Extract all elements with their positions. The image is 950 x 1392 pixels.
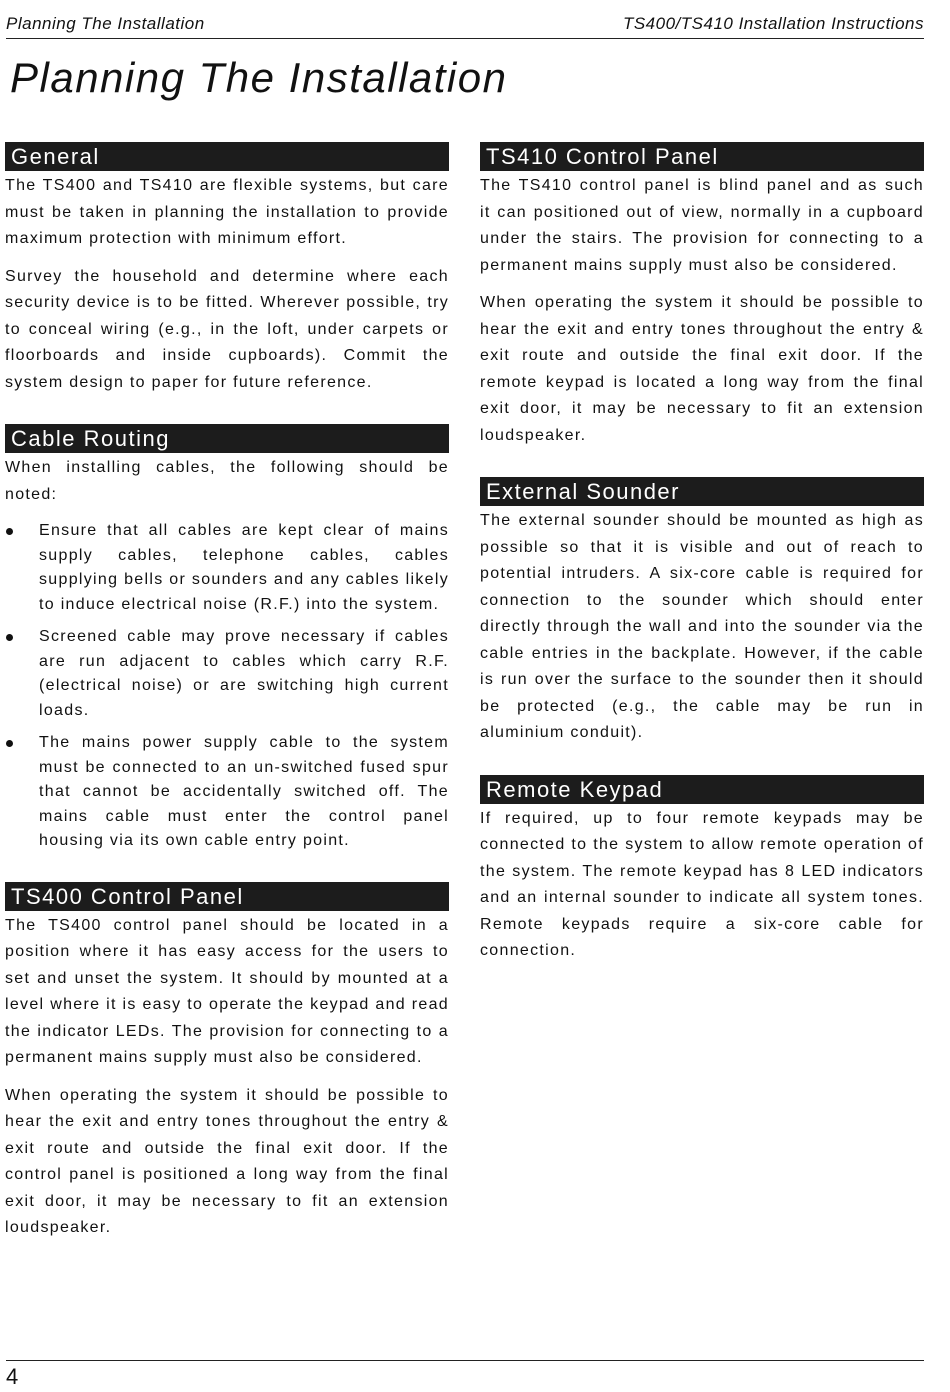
list-item-text: Ensure that all cables are kept clear of mains supply cables, telephone cables, cables supplying bells or sounders and any cables likely to induce electrical noise (R.F.) into the system. [39,522,449,613]
section-ts410-control-panel [480,142,924,449]
bullet-list [5,519,449,854]
paragraph: When installing cables, the following should be noted: [5,459,449,503]
running-header [6,14,924,39]
running-header-document-title: TS400/TS410 Installation Instructions [622,14,924,33]
section-cable-routing [5,424,449,854]
footer-divider [6,1360,924,1361]
list-item [5,731,449,854]
paragraph: When operating the system it should be possible to hear the exit and entry tones throughout the entry & exit route and outside the final exit door. If the control panel is positioned a long way from the final exit door, it may be necessary to fit an extension loudspeaker. [5,1086,449,1236]
section-remote-keypad [480,775,924,965]
paragraph: The TS400 and TS410 are flexible systems, but care must be taken in planning the installation to provide maximum protection with minimum effort. [5,177,449,247]
bullet-icon [6,740,13,747]
list-item-text: The mains power supply cable to the system must be connected to an un-switched fused spur that cannot be accidentally switched off. The mains cable must enter the control panel housing via its own cable entry point. [39,734,449,849]
list-item-text: Screened cable may prove necessary if cables are run adjacent to cables which carry R.F. (electrical noise) or are switching high current loads. [39,628,449,719]
section-heading-ts400-control-panel: TS400 Control Panel [5,882,449,911]
list-item [5,625,449,723]
section-heading-external-sounder: External Sounder [480,477,924,506]
page-number: 4 [6,1364,19,1389]
right-column [480,142,924,993]
section-heading-ts410-control-panel: TS410 Control Panel [480,142,924,171]
paragraph: The TS410 control panel is blind panel and as such it can positioned out of view, normally in a cupboard under the stairs. The provision for connecting to a permanent mains supply must also be considered. [480,177,924,274]
list-item [5,519,449,617]
section-external-sounder [480,477,924,747]
paragraph: The external sounder should be mounted as high as possible so that it is visible and out of reach to potential intruders. A six-core cable is required for connection to the sounder which should enter directly through the wall and into the sounder via the cable entries in the backplate. However, if the cable is run over the surface to the sounder then it should be protected (e.g., the cable may be run in aluminium conduit). [480,512,924,741]
left-column [5,142,449,1270]
bullet-icon [6,634,13,641]
section-heading-cable-routing: Cable Routing [5,424,449,453]
bullet-icon [6,528,13,535]
running-header-section-title: Planning The Installation [6,14,205,33]
page-title: Planning The Installation [10,54,508,101]
paragraph: The TS400 control panel should be located in a position where it has easy access for the users to set and unset the system. It should by mounted at a level where it is easy to operate the keypad and read the indicator LEDs. The provision for connecting to a permanent mains supply must also be considered. [5,916,449,1066]
section-heading-remote-keypad: Remote Keypad [480,775,924,804]
section-ts400-control-panel [5,882,449,1242]
section-heading-general: General [5,142,449,171]
paragraph: If required, up to four remote keypads may be connected to the system to allow remote operation of the system. The remote keypad has 8 LED indicators and an internal sounder to indicate all system tones. Remote keypads require a six-core cable for connection. [480,809,924,959]
paragraph: Survey the household and determine where each security device is to be fitted. Wherever possible, try to conceal wiring (e.g., in the loft, under carpets or floorboards and inside cupboards). Commit the system design to paper for future reference. [5,267,449,391]
paragraph: When operating the system it should be possible to hear the exit and entry tones throughout the entry & exit route and outside the final exit door. If the remote keypad is located a long way from the final exit door, it may be necessary to fit an extension loudspeaker. [480,294,924,444]
section-general [5,142,449,396]
